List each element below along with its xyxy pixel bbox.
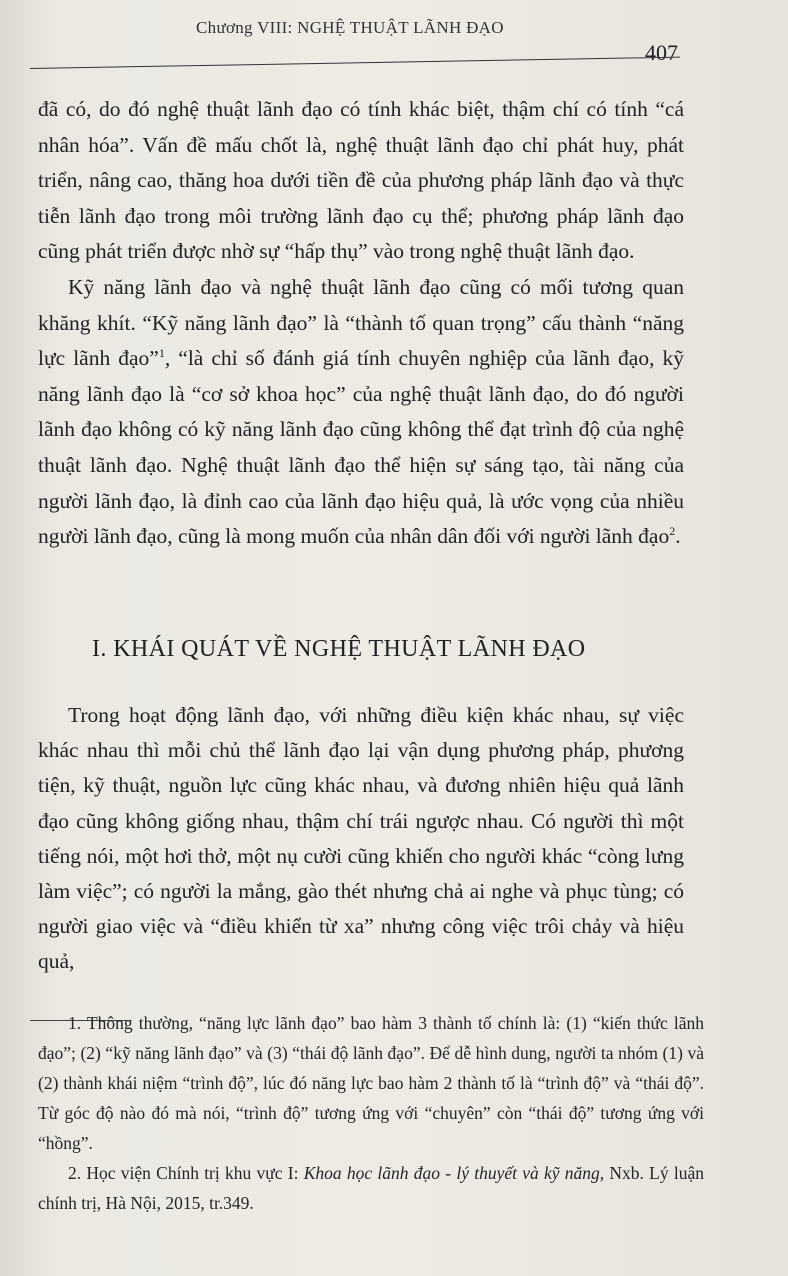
footnote-2 — [38, 1158, 704, 1218]
header-rule — [30, 57, 680, 69]
footnotes — [38, 1008, 704, 1218]
footnote-ref-1[interactable]: 1 — [158, 346, 165, 360]
footnote-1: 1. Thông thường, “năng lực lãnh đạo” bao hàm 3 thành tố chính là: (1) “kiến thức lãnh đạo”; (2) “kỹ năng lãnh đạo” và (3) “thái độ lãnh đạo”. Để dễ hình dung, người ta nhóm (1) và (2) thành khái niệm “trình độ”, lúc đó năng lực bao hàm 2 thành tố là “trình độ” và “thái độ”. Từ góc độ nào đó mà nói, “trình độ” tương ứng với “chuyên” còn “thái độ” tương ứng với “hồng”. — [38, 1013, 704, 1153]
paragraph-2-part-b: , “là chỉ số đánh giá tính chuyên nghiệp của lãnh đạo, kỹ năng lãnh đạo là “cơ sở khoa học” của nghệ thuật lãnh đạo, do đó người lãnh đạo không có kỹ năng lãnh đạo cũng không thể đạt trình độ của nghệ thuật lãnh đạo. Nghệ thuật lãnh đạo thể hiện sự sáng tạo, tài năng của người lãnh đạo, là đỉnh cao của lãnh đạo hiệu quả, là ước vọng của nhiều người lãnh đạo, cũng là mong muốn của nhân dân đối với người lãnh đạo — [38, 346, 684, 549]
section-body — [38, 698, 684, 980]
paragraph-2-end: . — [675, 524, 681, 549]
running-head: Chương VIII: NGHỆ THUẬT LÃNH ĐẠO — [196, 18, 504, 37]
paragraph-2-part-a: Kỹ năng lãnh đạo và nghệ thuật lãnh đạo cũng có mối tương quan khăng khít. “Kỹ năng lãnh đạo” là “thành tố quan trọng” cấu thành “năng lực lãnh đạo” — [38, 274, 684, 371]
paragraph-3: Trong hoạt động lãnh đạo, với những điều kiện khác nhau, sự việc khác nhau thì mỗi chủ thể lãnh đạo lại vận dụng phương pháp, phương tiện, kỹ thuật, nguồn lực cũng khác nhau, và đương nhiên hiệu quả lãnh đạo cũng không giống nhau, thậm chí trái ngược nhau. Có người thì một tiếng nói, một hơi thở, một nụ cười cũng khiến cho người khác “còng lưng làm việc”; có người la mắng, gào thét nhưng chả ai nghe và phục tùng; có người giao việc và “điều khiển từ xa” nhưng công việc trôi chảy và hiệu quả, — [38, 703, 684, 974]
body-text — [38, 92, 684, 555]
footnote-ref-2[interactable]: 2 — [669, 523, 676, 538]
paragraph-1: đã có, do đó nghệ thuật lãnh đạo có tính khác biệt, thậm chí có tính “cá nhân hóa”. Vấn đề mấu chốt là, nghệ thuật lãnh đạo chỉ phát huy, phát triển, nâng cao, thăng hoa dưới tiền đề của phương pháp lãnh đạo và thực tiễn lãnh đạo trong môi trường lãnh đạo cụ thể; phương pháp lãnh đạo cũng phát triển được nhờ sự “hấp thụ” vào trong nghệ thuật lãnh đạo. — [38, 97, 684, 264]
paragraph-2 — [38, 270, 684, 555]
footnote-2-suffix: Nxb. Lý luận chính trị, Hà Nội, 2015, tr.349. — [38, 1163, 704, 1213]
footnote-2-title: Khoa học lãnh đạo - lý thuyết và kỹ năng, — [303, 1163, 605, 1183]
section-heading: I. KHÁI QUÁT VỀ NGHỆ THUẬT LÃNH ĐẠO — [92, 636, 586, 662]
footnote-2-prefix: 2. Học viện Chính trị khu vực I: — [68, 1163, 304, 1183]
page-number: 407 — [645, 40, 678, 65]
